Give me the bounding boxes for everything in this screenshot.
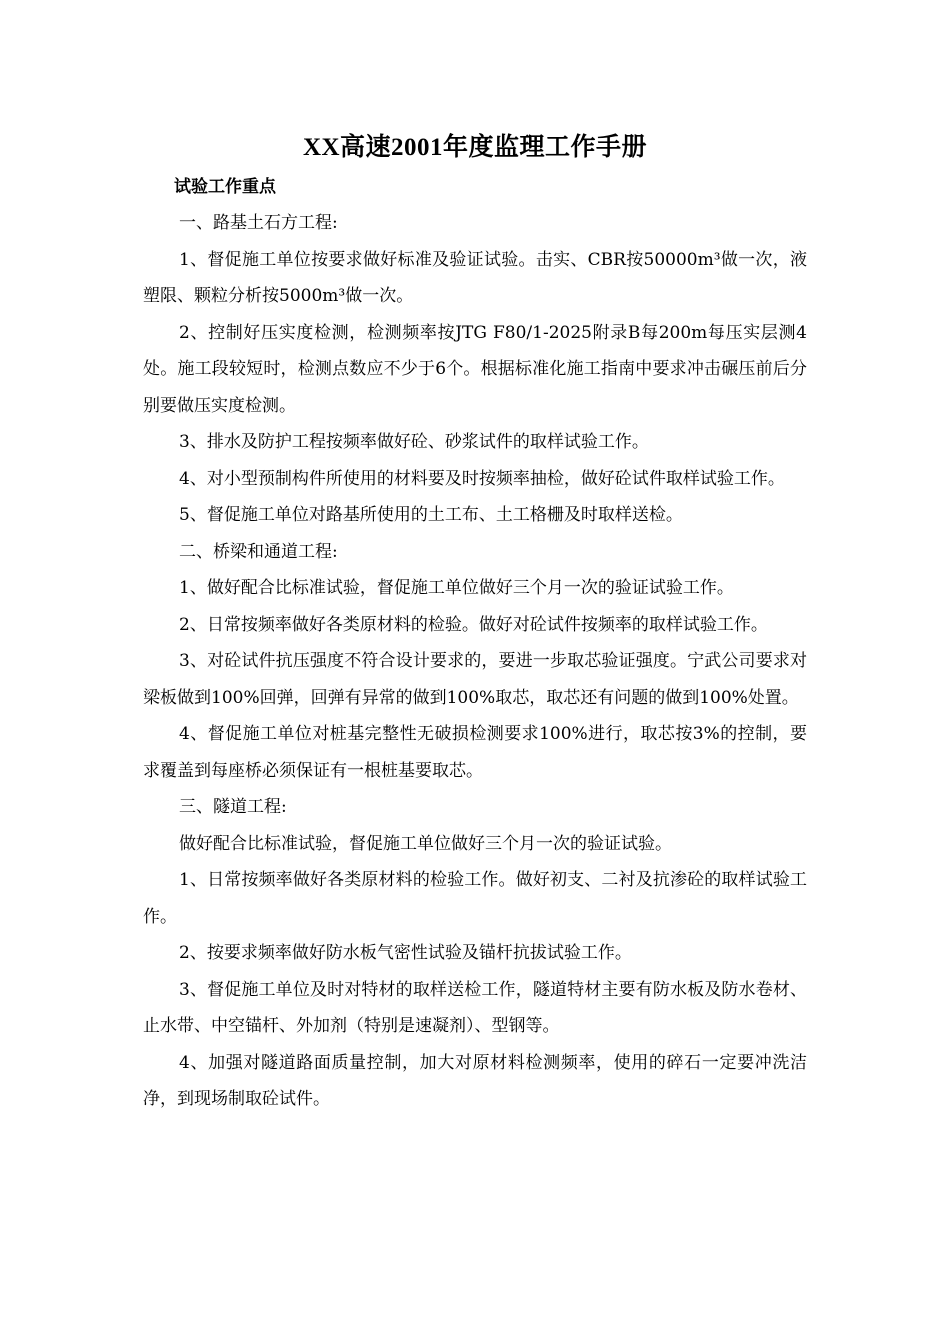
paragraph: 5、督促施工单位对路基所使用的土工布、土工格栅及时取样送检。: [179, 505, 683, 525]
section-heading-bridge: 二、桥梁和通道工程:: [179, 541, 338, 562]
paragraph: 1、做好配合比标准试验，督促施工单位做好三个月一次的验证试验工作。: [179, 578, 734, 598]
paragraph: 做好配合比标准试验，督促施工单位做好三个月一次的验证试验。: [179, 833, 672, 854]
paragraph: 1、日常按频率做好各类原材料的检验工作。做好初支、二衬及抗渗砼的取样试验工作。: [143, 870, 807, 927]
paragraph: 4、督促施工单位对桩基完整性无破损检测要求100%进行，取芯按3%的控制，要求覆盖到每座桥必须保证有一根桩基要取芯。: [143, 724, 807, 781]
paragraph: 3、对砼试件抗压强度不符合设计要求的，要进一步取芯验证强度。宁武公司要求对梁板做到100%回弹，回弹有异常的做到100%取芯，取芯还有问题的做到100%处置。: [143, 651, 807, 708]
document-title: XX高速2001年度监理工作手册: [302, 134, 648, 161]
paragraph: 1、督促施工单位按要求做好标准及验证试验。击实、CBR按50000m³做一次，液塑限、颗粒分析按5000m³做一次。: [143, 249, 807, 306]
paragraph: 2、日常按频率做好各类原材料的检验。做好对砼试件按频率的取样试验工作。: [179, 614, 768, 635]
section-heading-roadbed: 一、路基土石方工程:: [179, 213, 338, 233]
paragraph: 2、按要求频率做好防水板气密性试验及锚杆抗拔试验工作。: [179, 943, 632, 963]
paragraph: 3、排水及防护工程按频率做好砼、砂浆试件的取样试验工作。: [179, 432, 649, 452]
section-heading: 试验工作重点: [174, 177, 276, 197]
document-body: [143, 205, 807, 1118]
paragraph: 3、督促施工单位及时对特材的取样送检工作，隧道特材主要有防水板及防水卷材、止水带、中空锚杆、外加剂（特别是速凝剂）、型钢等。: [143, 979, 807, 1036]
paragraph: 4、对小型预制构件所使用的材料要及时按频率抽检，做好砼试件取样试验工作。: [179, 468, 785, 489]
section-heading-tunnel: 三、隧道工程:: [179, 797, 287, 817]
paragraph: 4、加强对隧道路面质量控制，加大对原材料检测频率，使用的碎石一定要冲洗洁净，到现场制取砼试件。: [143, 1052, 807, 1109]
paragraph: 2、控制好压实度检测，检测频率按JTG F80/1-2025附录B每200m每压实层测4处。施工段较短时，检测点数应不少于6个。根据标准化施工指南中要求冲击碾压前后分别要做压实度检测。: [143, 322, 807, 416]
